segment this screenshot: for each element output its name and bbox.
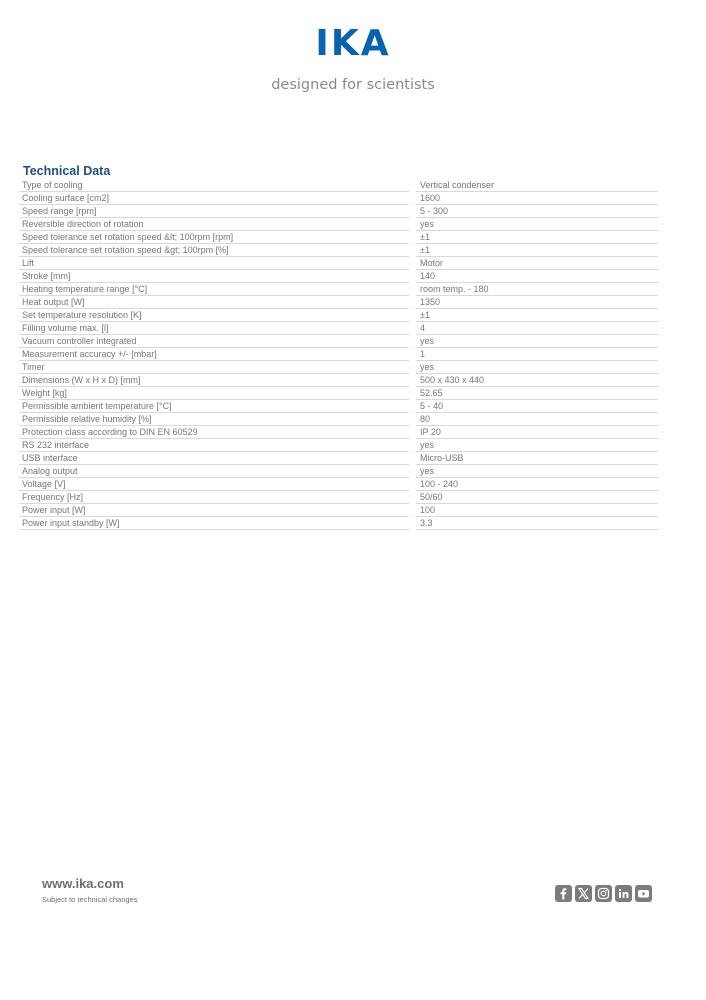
spec-row bbox=[19, 491, 658, 504]
linkedin-icon[interactable] bbox=[615, 885, 632, 902]
spec-name: Dimensions (W x H x D) [mm] bbox=[19, 374, 409, 387]
spec-row bbox=[19, 309, 658, 322]
spec-value: Motor bbox=[416, 257, 658, 270]
spec-name: Power input [W] bbox=[19, 504, 409, 517]
spec-row bbox=[19, 400, 658, 413]
spec-row bbox=[19, 192, 658, 205]
spec-value: 5 - 300 bbox=[416, 205, 658, 218]
spec-row bbox=[19, 335, 658, 348]
spec-name: Power input standby [W] bbox=[19, 517, 409, 530]
spec-row bbox=[19, 517, 658, 530]
spec-value: IP 20 bbox=[416, 426, 658, 439]
spec-name: Weight [kg] bbox=[19, 387, 409, 400]
spec-row bbox=[19, 361, 658, 374]
social-links bbox=[555, 885, 652, 902]
section-title: Technical Data bbox=[23, 164, 111, 178]
spec-value: 1 bbox=[416, 348, 658, 361]
spec-row bbox=[19, 205, 658, 218]
spec-value: yes bbox=[416, 361, 658, 374]
youtube-icon[interactable] bbox=[635, 885, 652, 902]
tagline: designed for scientists bbox=[271, 77, 435, 93]
spec-name: Frequency [Hz] bbox=[19, 491, 409, 504]
spec-name: Reversible direction of rotation bbox=[19, 218, 409, 231]
spec-value: ±1 bbox=[416, 244, 658, 257]
spec-name: Speed tolerance set rotation speed &lt; 100rpm [rpm] bbox=[19, 231, 409, 244]
facebook-icon[interactable] bbox=[555, 885, 572, 902]
spec-value: yes bbox=[416, 335, 658, 348]
spec-row bbox=[19, 244, 658, 257]
spec-value: 1600 bbox=[416, 192, 658, 205]
spec-value: 5 - 40 bbox=[416, 400, 658, 413]
spec-row bbox=[19, 439, 658, 452]
spec-value: ±1 bbox=[416, 231, 658, 244]
spec-value: Vertical condenser bbox=[416, 179, 658, 192]
spec-name: Heating temperature range [°C] bbox=[19, 283, 409, 296]
spec-row bbox=[19, 270, 658, 283]
spec-row bbox=[19, 452, 658, 465]
spec-name: Measurement accuracy +/- [mbar] bbox=[19, 348, 409, 361]
spec-name: Heat output [W] bbox=[19, 296, 409, 309]
spec-value: 3.3 bbox=[416, 517, 658, 530]
spec-value: ±1 bbox=[416, 309, 658, 322]
spec-value: 500 x 430 x 440 bbox=[416, 374, 658, 387]
disclaimer: Subject to technical changes bbox=[42, 895, 138, 904]
spec-row bbox=[19, 231, 658, 244]
x-icon[interactable] bbox=[575, 885, 592, 902]
spec-name: Permissible ambient temperature [°C] bbox=[19, 400, 409, 413]
spec-row bbox=[19, 413, 658, 426]
spec-row bbox=[19, 296, 658, 309]
spec-name: Filling volume max. [l] bbox=[19, 322, 409, 335]
spec-value: 100 bbox=[416, 504, 658, 517]
spec-row bbox=[19, 257, 658, 270]
spec-row bbox=[19, 374, 658, 387]
spec-name: Stroke [mm] bbox=[19, 270, 409, 283]
spec-name: Vacuum controller integrated bbox=[19, 335, 409, 348]
spec-value: 140 bbox=[416, 270, 658, 283]
spec-name: RS 232 interface bbox=[19, 439, 409, 452]
spec-name: Lift bbox=[19, 257, 409, 270]
technical-data-table bbox=[19, 179, 658, 530]
spec-row bbox=[19, 387, 658, 400]
spec-name: Speed range [rpm] bbox=[19, 205, 409, 218]
spec-value: 1350 bbox=[416, 296, 658, 309]
spec-value: 52.65 bbox=[416, 387, 658, 400]
spec-value: 100 - 240 bbox=[416, 478, 658, 491]
spec-value: room temp. - 180 bbox=[416, 283, 658, 296]
spec-row bbox=[19, 179, 658, 192]
spec-name: Set temperature resolution [K] bbox=[19, 309, 409, 322]
instagram-icon[interactable] bbox=[595, 885, 612, 902]
spec-name: USB interface bbox=[19, 452, 409, 465]
spec-name: Speed tolerance set rotation speed &gt; 100rpm [%] bbox=[19, 244, 409, 257]
spec-row bbox=[19, 322, 658, 335]
spec-name: Analog output bbox=[19, 465, 409, 478]
spec-name: Timer bbox=[19, 361, 409, 374]
spec-row bbox=[19, 218, 658, 231]
spec-value: 80 bbox=[416, 413, 658, 426]
spec-value: 4 bbox=[416, 322, 658, 335]
spec-row bbox=[19, 283, 658, 296]
spec-value: yes bbox=[416, 465, 658, 478]
spec-name: Voltage [V] bbox=[19, 478, 409, 491]
spec-row bbox=[19, 465, 658, 478]
spec-name: Protection class according to DIN EN 60529 bbox=[19, 426, 409, 439]
spec-value: 50/60 bbox=[416, 491, 658, 504]
spec-row bbox=[19, 478, 658, 491]
spec-value: yes bbox=[416, 439, 658, 452]
spec-name: Cooling surface [cm2] bbox=[19, 192, 409, 205]
spec-value: Micro-USB bbox=[416, 452, 658, 465]
spec-value: yes bbox=[416, 218, 658, 231]
spec-row bbox=[19, 426, 658, 439]
spec-name: Permissible relative humidity [%] bbox=[19, 413, 409, 426]
spec-name: Type of cooling bbox=[19, 179, 409, 192]
spec-row bbox=[19, 504, 658, 517]
spec-row bbox=[19, 348, 658, 361]
website-link[interactable]: www.ika.com bbox=[42, 876, 124, 891]
ika-logo: IKA bbox=[315, 23, 391, 64]
